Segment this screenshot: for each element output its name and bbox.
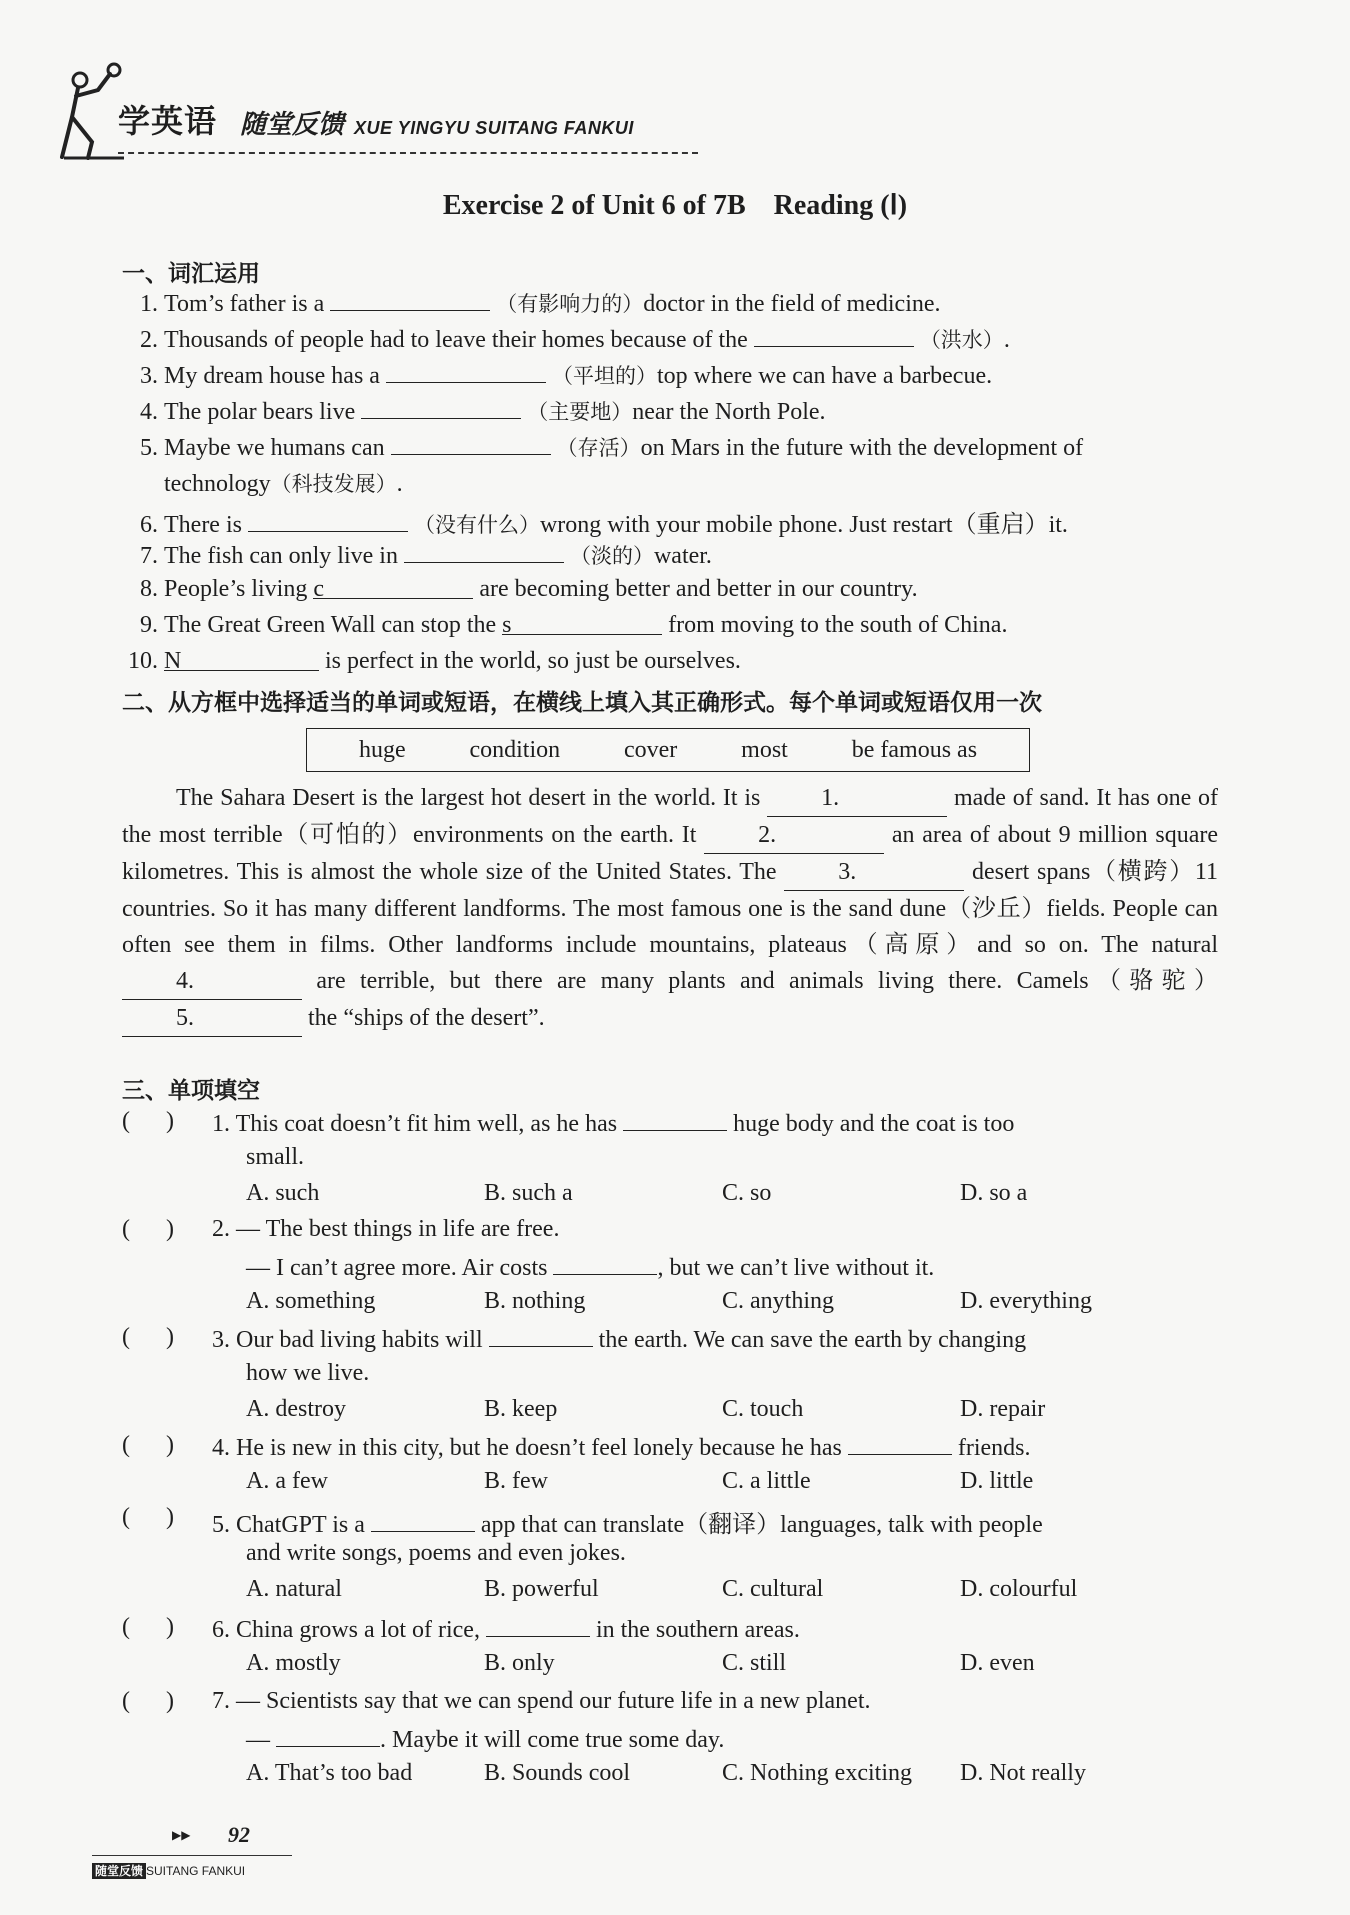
q7-cont: — . Maybe it will come true some day. (246, 1724, 724, 1754)
q1-cont: small. (246, 1144, 304, 1170)
answer-blank[interactable] (391, 432, 551, 455)
q5-cont: and write songs, poems and even jokes. (246, 1540, 626, 1566)
footer-divider (92, 1855, 292, 1856)
word-option: be famous as (851, 736, 978, 763)
answer-blank[interactable] (248, 509, 408, 532)
option[interactable]: A. such (246, 1180, 320, 1206)
s1-item-1: 1. Tom’s father is a （有影响力的）doctor in the field of medicine. (128, 288, 941, 318)
option[interactable]: D. everything (960, 1288, 1092, 1314)
option[interactable]: B. keep (484, 1396, 558, 1422)
option[interactable]: C. so (722, 1180, 772, 1206)
option[interactable]: D. Not really (960, 1760, 1086, 1786)
option[interactable]: D. even (960, 1650, 1035, 1676)
answer-blank[interactable]: N (164, 648, 319, 671)
option[interactable]: B. powerful (484, 1576, 599, 1602)
option[interactable]: B. such a (484, 1180, 573, 1206)
passage-blank-2[interactable]: 2. (704, 817, 884, 854)
s1-item-4: 4. The polar bears live （主要地）near the North Pole. (128, 396, 826, 426)
s1-item-3: 3. My dream house has a （平坦的）top where we can have a barbecue. (128, 360, 992, 390)
footer-tag: 随堂反馈 SUITANG FANKUI (92, 1862, 245, 1879)
header-pinyin: XUE YINGYU SUITANG FANKUI (354, 118, 634, 138)
s1-item-7: 7. The fish can only live in （淡的）water. (128, 540, 712, 570)
option[interactable]: D. colourful (960, 1576, 1078, 1602)
option[interactable]: A. natural (246, 1576, 342, 1602)
q3-cont: how we live. (246, 1360, 370, 1386)
s1-item-5-cont: technology（科技发展）. (164, 471, 403, 497)
option[interactable]: B. Sounds cool (484, 1760, 631, 1786)
option[interactable]: A. something (246, 1288, 376, 1314)
section2-heading: 二、从方框中选择适当的单词或短语，在横线上填入其正确形式。每个单词或短语仅用一次 (122, 690, 1042, 716)
passage: The Sahara Desert is the largest hot desert in the world. It is 1. made of sand. It has one of the most terrible（可怕的）environments on the earth. It 2. an area of about 9 million square kilometres. This is almost the whole size of the United States. The 3. desert spans（横跨）11 countries. So it has many different landforms. The most famous one is the sand dune（沙丘）fields. People can often see them in films. Other landforms include mountains, plateaus（高原）and so on. The natural 4. are terrible, but there are many plants and animals living there. Camels（骆驼） 5. the “ships of the desert”. (122, 780, 1218, 1037)
option[interactable]: D. little (960, 1468, 1034, 1494)
option[interactable]: A. destroy (246, 1396, 346, 1422)
option[interactable]: B. few (484, 1468, 548, 1494)
word-box (306, 728, 1030, 772)
s1-item-9: 9. The Great Green Wall can stop the s from moving to the south of China. (140, 612, 1008, 638)
page-number: 92 (228, 1822, 250, 1847)
answer-blank[interactable] (330, 288, 490, 311)
option[interactable]: D. repair (960, 1396, 1046, 1422)
page-title: Exercise 2 of Unit 6 of 7B Reading (Ⅰ) (442, 190, 908, 221)
answer-paren[interactable]: ( ) (122, 1324, 174, 1350)
s1-item-5: 5. Maybe we humans can （存活）on Mars in the future with the development of (128, 432, 1083, 462)
answer-blank[interactable] (404, 540, 564, 563)
answer-blank[interactable] (754, 324, 914, 347)
q1: 1. This coat doesn’t fit him well, as he has huge body and the coat is too (212, 1108, 1014, 1138)
option[interactable]: B. only (484, 1650, 555, 1676)
word-option: condition (469, 736, 561, 763)
option[interactable]: A. mostly (246, 1650, 341, 1676)
s1-item-10: 10. N is perfect in the world, so just be ourselves. (128, 648, 741, 674)
passage-blank-5[interactable]: 5. (122, 1000, 302, 1037)
answer-paren[interactable]: ( ) (122, 1216, 174, 1242)
answer-blank[interactable]: c (313, 576, 473, 599)
s1-item-2: 2. Thousands of people had to leave their homes because of the （洪水）. (128, 324, 1010, 354)
answer-blank[interactable]: s (502, 612, 662, 635)
option[interactable]: C. still (722, 1650, 787, 1676)
header-logo (58, 62, 638, 172)
answer-blank[interactable] (361, 396, 521, 419)
q3: 3. Our bad living habits will the earth. We can save the earth by changing (212, 1324, 1026, 1354)
passage-blank-4[interactable]: 4. (122, 963, 302, 1000)
q5: 5. ChatGPT is a app that can translate（翻译）languages, talk with people (212, 1504, 1043, 1539)
s1-item-6: 6. There is （没有什么）wrong with your mobile phone. Just restart（重启）it. (128, 504, 1068, 539)
header-cn-sub: 随堂反馈 (240, 110, 345, 140)
header-cn-title: 学英语 (118, 102, 218, 140)
option[interactable]: D. so a (960, 1180, 1028, 1206)
passage-blank-3[interactable]: 3. (784, 854, 964, 891)
option[interactable]: B. nothing (484, 1288, 586, 1314)
passage-blank-1[interactable]: 1. (767, 780, 947, 817)
answer-paren[interactable]: ( ) (122, 1688, 174, 1714)
answer-paren[interactable]: ( ) (122, 1432, 174, 1458)
option[interactable]: C. touch (722, 1396, 804, 1422)
option[interactable]: C. a little (722, 1468, 811, 1494)
word-option: most (741, 736, 788, 763)
q2-cont: — I can’t agree more. Air costs , but we can’t live without it. (246, 1252, 934, 1282)
word-option: cover (624, 736, 678, 763)
q7: 7. — Scientists say that we can spend our future life in a new planet. (212, 1688, 871, 1714)
answer-blank[interactable] (386, 360, 546, 383)
double-arrow-icon: ▶▶ (172, 1828, 191, 1842)
answer-paren[interactable]: ( ) (122, 1614, 174, 1640)
option[interactable]: C. cultural (722, 1576, 824, 1602)
option[interactable]: C. anything (722, 1288, 834, 1314)
answer-paren[interactable]: ( ) (122, 1504, 174, 1530)
q2: 2. — The best things in life are free. (212, 1216, 560, 1242)
q4: 4. He is new in this city, but he doesn’t feel lonely because he has friends. (212, 1432, 1031, 1462)
option[interactable]: C. Nothing exciting (722, 1760, 912, 1786)
header-divider (118, 152, 698, 154)
option[interactable]: A. That’s too bad (246, 1760, 413, 1786)
section1-heading: 一、词汇运用 (122, 261, 260, 287)
section3-heading: 三、单项填空 (122, 1078, 260, 1104)
option[interactable]: A. a few (246, 1468, 328, 1494)
word-option: huge (358, 736, 406, 763)
answer-paren[interactable]: ( ) (122, 1108, 174, 1134)
q6: 6. China grows a lot of rice, in the southern areas. (212, 1614, 800, 1644)
s1-item-8: 8. People’s living c are becoming better and better in our country. (140, 576, 918, 602)
